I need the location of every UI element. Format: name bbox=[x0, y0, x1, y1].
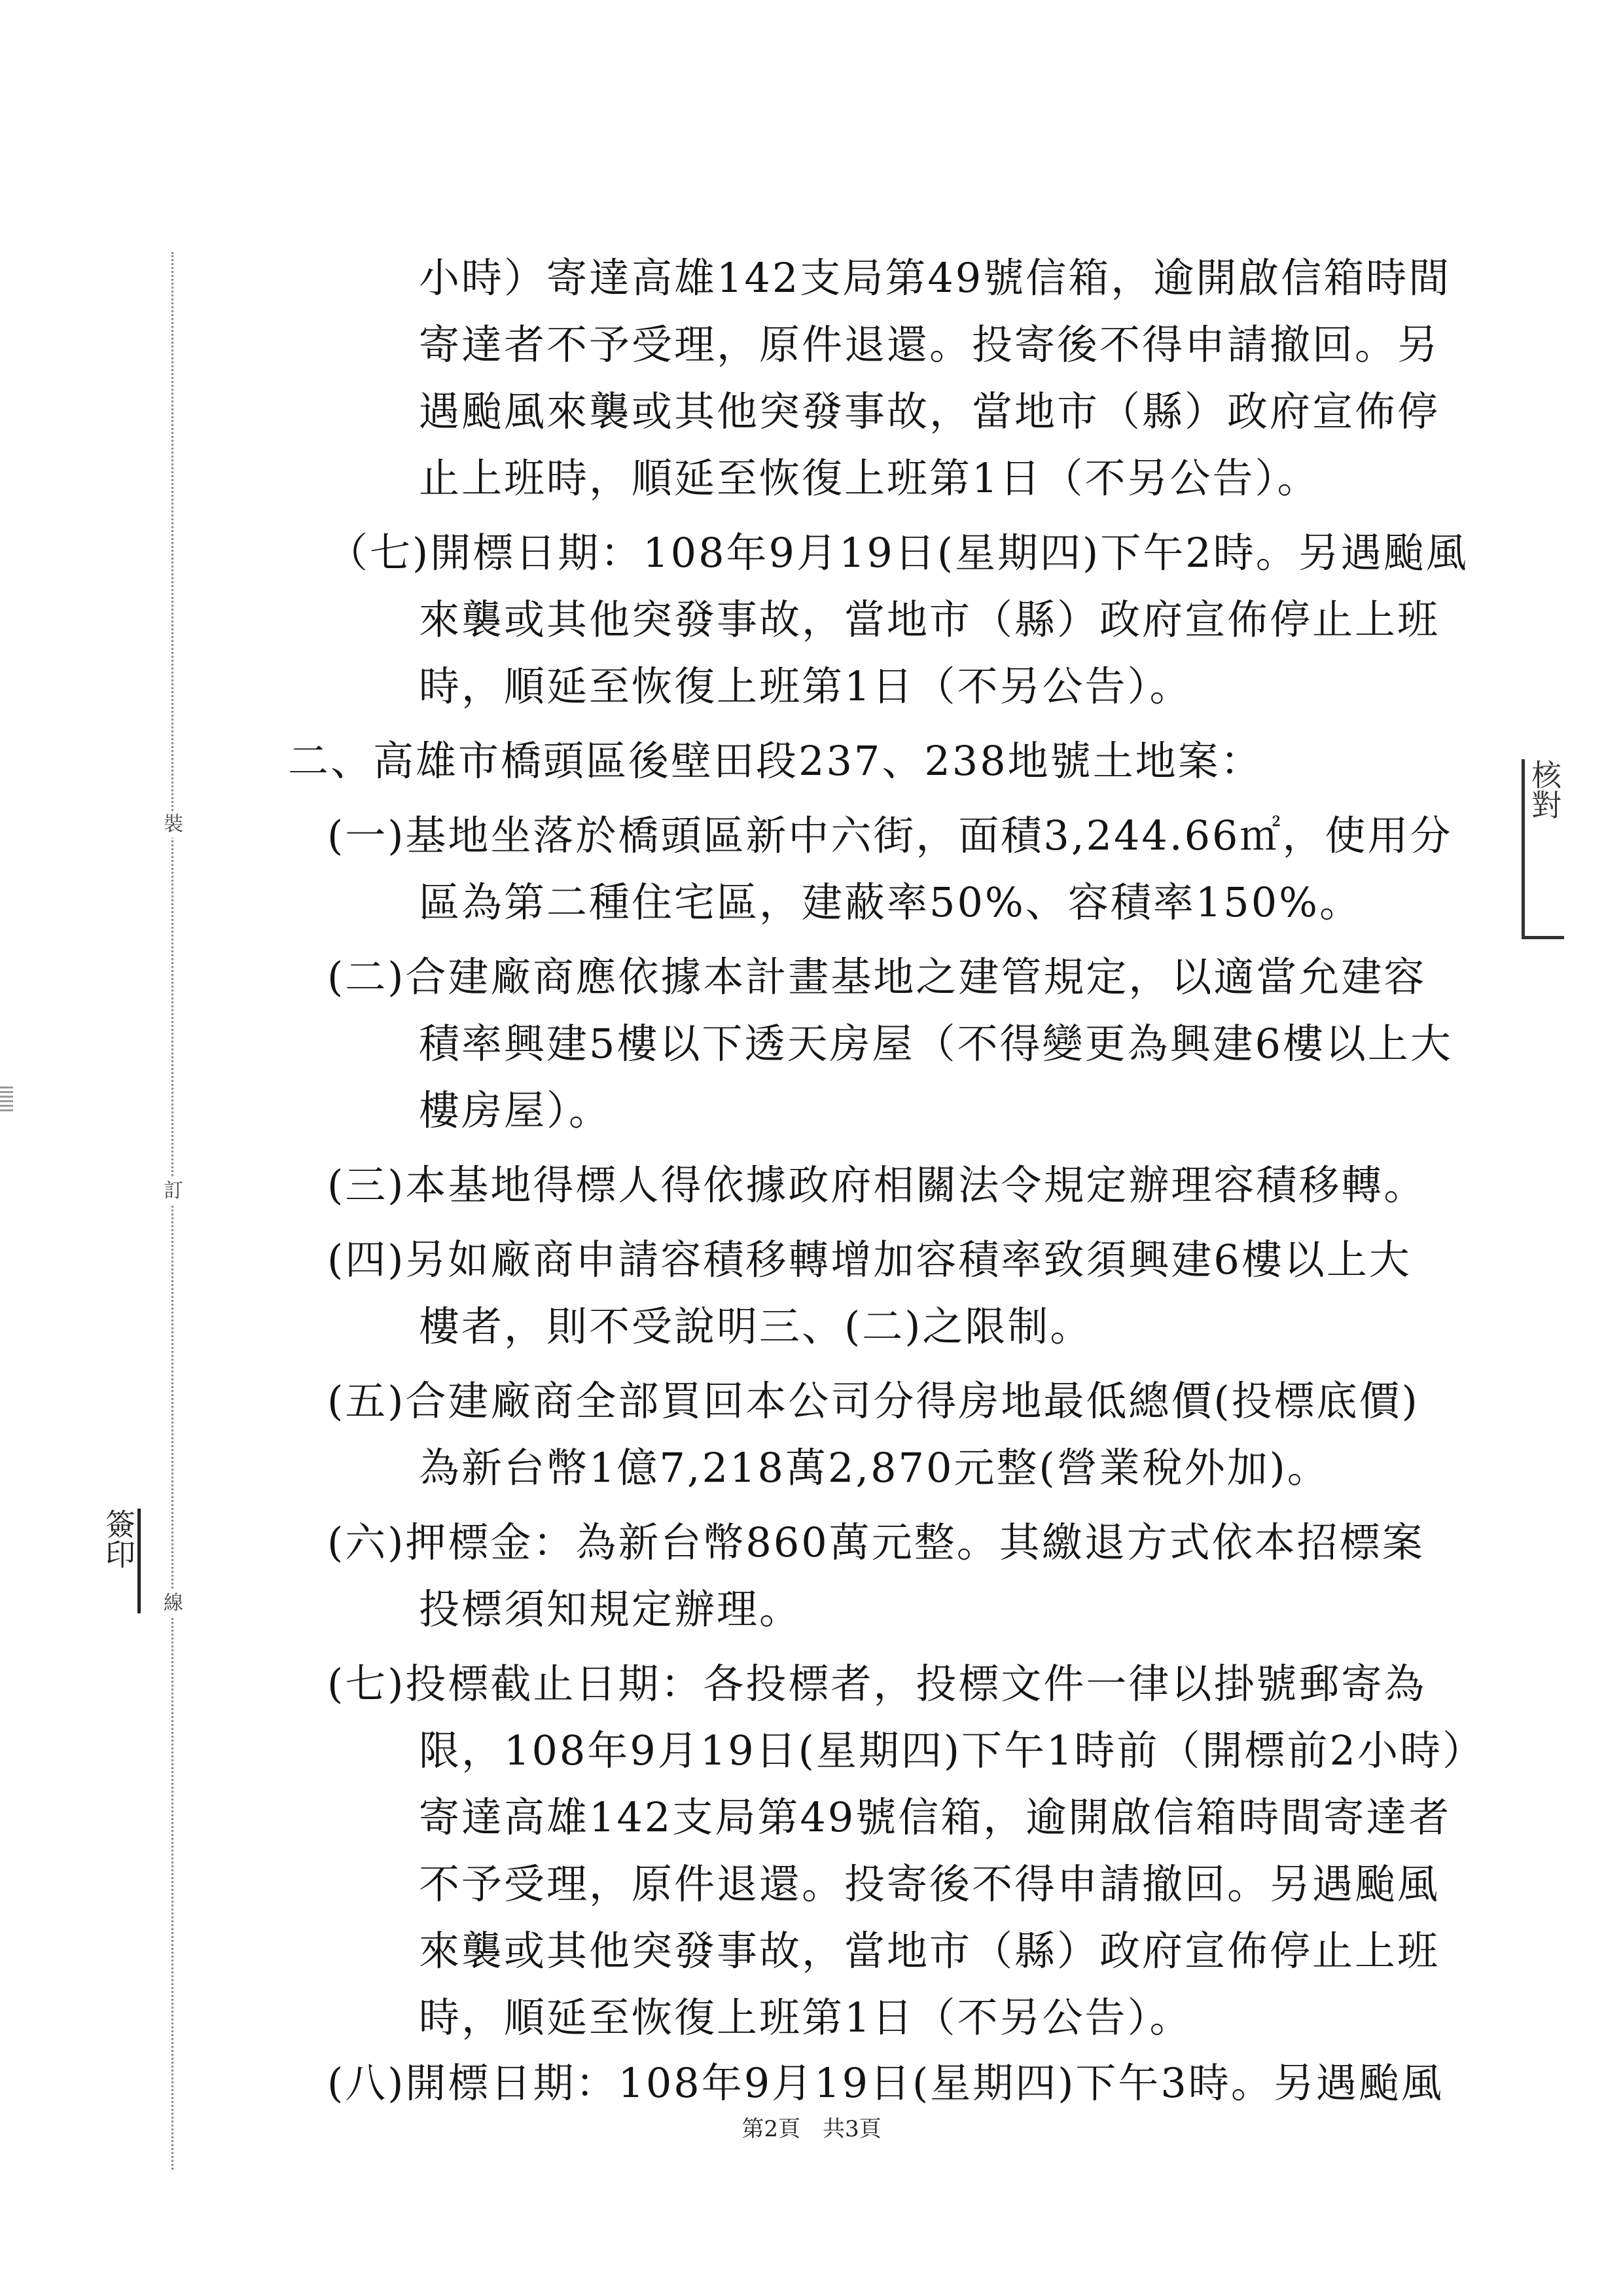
s2-item-1-line: 區為第二種住宅區，建蔽率50%、容積率150%。 bbox=[419, 878, 1363, 926]
s2-item-5-line: (五)合建廠商全部買回本公司分得房地最低總價(投標底價) bbox=[327, 1377, 1419, 1425]
s2-item-7-line: 時，順延至恢復上班第1日（不另公告）。 bbox=[419, 1994, 1192, 2041]
s2-item-7-line: 不予受理，原件退還。投寄後不得申請撤回。另遇颱風 bbox=[419, 1860, 1440, 1908]
s2-item-2-line: 積率興建5樓以下透天房屋（不得變更為興建6樓以上大 bbox=[419, 1020, 1453, 1067]
body-line: 止上班時，順延至恢復上班第1日（不另公告）。 bbox=[419, 454, 1320, 502]
seal-stamp-right: 核對 bbox=[1522, 759, 1564, 939]
s2-item-7-line: 寄達高雄142支局第49號信箱，逾開啟信箱時間寄達者 bbox=[419, 1793, 1452, 1841]
scan-mark bbox=[0, 1086, 13, 1113]
body-line: 遇颱風來襲或其他突發事故，當地市（縣）政府宣佈停 bbox=[419, 387, 1440, 435]
seal-stamp-left: 簽印 bbox=[98, 1509, 141, 1613]
s2-item-8-line: (八)開標日期：108年9月19日(星期四)下午3時。另遇颱風 bbox=[327, 2059, 1444, 2107]
s2-item-6-line: (六)押標金：為新台幣860萬元整。其繳退方式依本招標案 bbox=[327, 1518, 1425, 1566]
binding-mark-xian: 線 bbox=[160, 1590, 187, 1617]
binding-mark-ding: 訂 bbox=[160, 1178, 187, 1204]
item-7-line: 來襲或其他突發事故，當地市（縣）政府宣佈停止上班 bbox=[419, 596, 1440, 643]
binding-mark-zhuang: 裝 bbox=[160, 812, 187, 838]
page-number-footer: 第2頁 共3頁 bbox=[741, 2116, 882, 2142]
s2-item-4-line: (四)另如廠商申請容積移轉增加容積率致須興建6樓以上大 bbox=[327, 1236, 1412, 1283]
s2-item-7-line: 限，108年9月19日(星期四)下午1時前（開標前2小時） bbox=[419, 1727, 1485, 1774]
binding-line bbox=[171, 252, 173, 2170]
s2-item-7-line: (七)投標截止日期：各投標者，投標文件一律以掛號郵寄為 bbox=[327, 1660, 1427, 1708]
item-7-line: 時，順延至恢復上班第1日（不另公告）。 bbox=[419, 662, 1192, 710]
s2-item-6-line: 投標須知規定辦理。 bbox=[419, 1585, 802, 1633]
s2-item-2-line: 樓房屋）。 bbox=[419, 1086, 612, 1134]
item-7-line: （七)開標日期：108年9月19日(星期四)下午2時。另遇颱風 bbox=[327, 529, 1469, 577]
s2-item-7-line: 來襲或其他突發事故，當地市（縣）政府宣佈停止上班 bbox=[419, 1927, 1440, 1975]
s2-item-5-line: 為新台幣1億7,218萬2,870元整(營業稅外加)。 bbox=[419, 1444, 1330, 1492]
s2-item-2-line: (二)合建廠商應依據本計畫基地之建管規定，以適當允建容 bbox=[327, 953, 1427, 1001]
s2-item-3-line: (三)本基地得標人得依據政府相關法令規定辦理容積移轉。 bbox=[327, 1161, 1427, 1209]
body-line: 小時）寄達高雄142支局第49號信箱，逾開啟信箱時間 bbox=[419, 254, 1452, 302]
body-line: 寄達者不予受理，原件退還。投寄後不得申請撤回。另 bbox=[419, 321, 1440, 368]
s2-item-4-line: 樓者，則不受說明三、(二)之限制。 bbox=[419, 1302, 1093, 1350]
s2-item-1-line: (一)基地坐落於橋頭區新中六街，面積3,244.66㎡，使用分 bbox=[327, 812, 1453, 859]
section-2-heading: 二、高雄市橋頭區後壁田段237、238地號土地案： bbox=[288, 737, 1263, 785]
